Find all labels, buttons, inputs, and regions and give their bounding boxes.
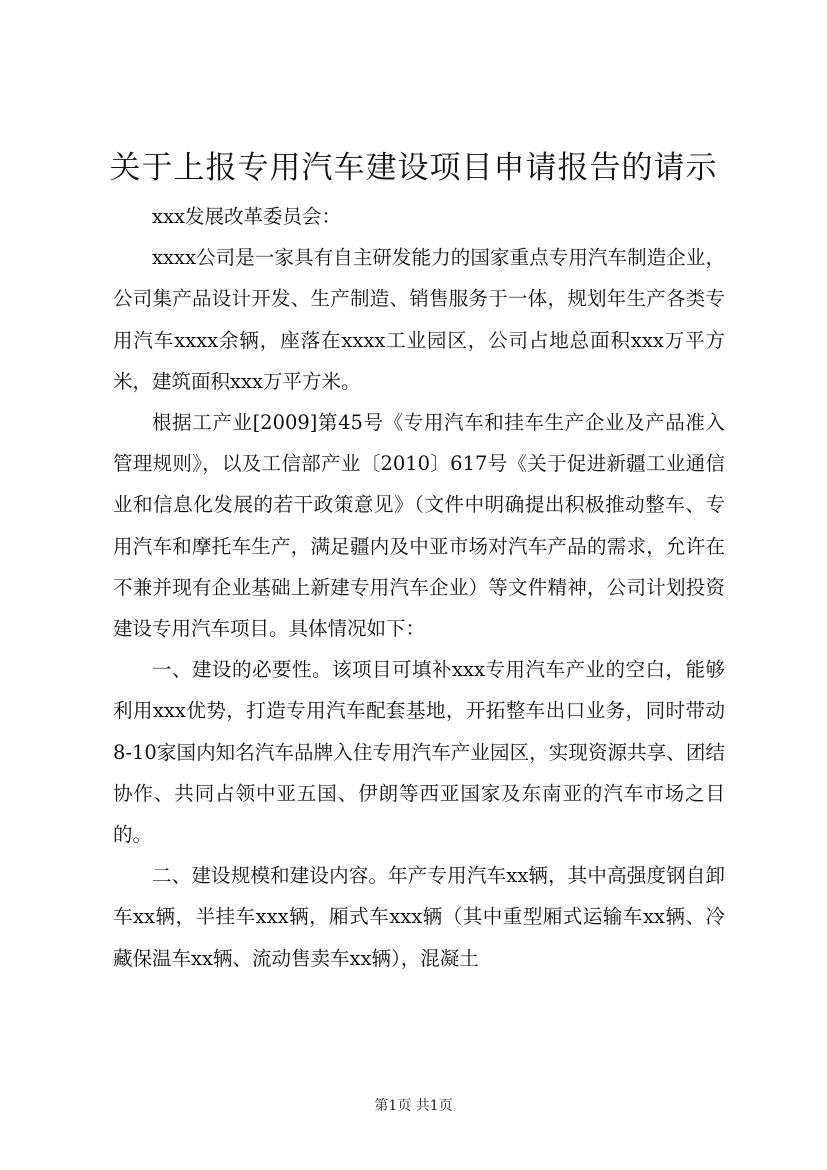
paragraph-scale-content: 二、建设规模和建设内容。年产专用汽车xx辆，其中高强度钢自卸车xx辆，半挂车xxx辆，厢式车xxx辆（其中重型厢式运输车xx辆、冷藏保温车xx辆、流动售卖车xx辆），混凝土 — [113, 864, 725, 970]
paragraph-policy-basis: 根据工产业[2009]第45号《专用汽车和挂车生产企业及产品准入管理规则》，以及工信部产业〔2010〕617号《关于促进新疆工业通信业和信息化发展的若干政策意见》（文件中明确提出积极推动整车、专用汽车和摩托车生产，满足疆内及中亚市场对汽车产品的需求，允许在不兼并现有企业基础上新建专用汽车企业）等文件精神，公司计划投资建设专用汽车项目。具体情况如下： — [113, 411, 725, 641]
page-footer: 第1页 共1页 — [374, 1098, 453, 1114]
document-body — [113, 196, 725, 979]
salutation: xxx发展改革委员会： — [152, 205, 341, 228]
paragraph-company-intro: xxxx公司是一家具有自主研发能力的国家重点专用汽车制造企业，公司集产品设计开发、生产制造、销售服务于一体，规划年生产各类专用汽车xxxx余辆，座落在xxxx工业园区，公司占地总面积xxx万平方米，建筑面积xxx万平方米。 — [113, 246, 725, 393]
paragraph-necessity: 一、建设的必要性。该项目可填补xxx专用汽车产业的空白，能够利用xxx优势，打造专用汽车配套基地，开拓整车出口业务，同时带动8-10家国内知名汽车品牌入住专用汽车产业园区，实现资源共享、团结协作、共同占领中亚五国、伊朗等西亚国家及东南亚的汽车市场之目的。 — [113, 658, 725, 847]
document-title: 关于上报专用汽车建设项目申请报告的请示 — [109, 150, 718, 186]
